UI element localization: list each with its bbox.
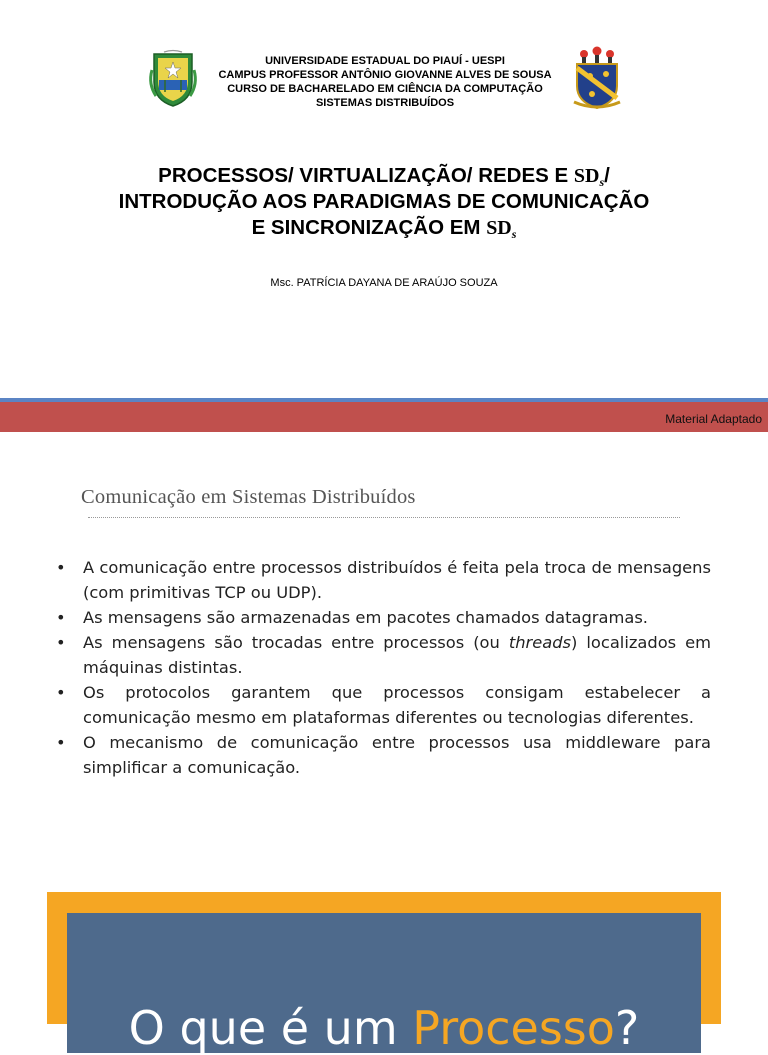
material-adapted-label: Material Adaptado xyxy=(665,412,762,426)
bullet-item: • As mensagens são trocadas entre processos (ou threads) localizados em máquinas distintas. xyxy=(56,630,711,680)
title-line-1: PROCESSOS/ VIRTUALIZAÇÃO/ REDES E $SD_s/$ xyxy=(158,164,610,189)
discipline-name: SISTEMAS DISTRIBUÍDOS xyxy=(315,97,455,109)
bullet-item: • A comunicação entre processos distribuídos é feita pela troca de mensagens (com primitivas TCP ou UDP). xyxy=(56,555,711,605)
bullet-icon: • xyxy=(56,683,66,702)
title-slide xyxy=(0,0,768,400)
institution-header xyxy=(200,54,570,110)
author-name: Msc. PATRÍCIA DAYANA DE ARAÚJO SOUZA xyxy=(270,277,498,289)
title-line-3: E SINCRONIZAÇÃO EM $SD_s$ xyxy=(251,216,517,241)
campus-name: CAMPUS PROFESSOR ANTÔNIO GIOVANNE ALVES DE SOUSA xyxy=(218,69,552,81)
section-slide xyxy=(47,892,721,1055)
bullet-icon: • xyxy=(56,608,66,627)
piaui-state-coat-of-arms-icon xyxy=(148,50,198,108)
uespi-shield-icon xyxy=(572,46,622,110)
presentation-title xyxy=(40,163,728,241)
banner-bar xyxy=(0,402,768,432)
course-name: CURSO DE BACHARELADO EM CIÊNCIA DA COMPUTAÇÃO xyxy=(227,83,543,95)
bullet-list xyxy=(56,555,711,780)
slide-title: Comunicação em Sistemas Distribuídos xyxy=(81,486,416,508)
bullet-item: • O mecanismo de comunicação entre processos usa middleware para simplificar a comunicação. xyxy=(56,730,711,780)
title-divider xyxy=(88,517,680,518)
title-line-2: INTRODUÇÃO AOS PARADIGMAS DE COMUNICAÇÃO xyxy=(118,190,650,213)
bullet-icon: • xyxy=(56,558,66,577)
bullet-icon: • xyxy=(56,733,66,752)
highlighted-word: Processo xyxy=(412,1001,615,1055)
bullet-item: • Os protocolos garantem que processos consigam estabelecer a comunicação mesmo em plataformas diferentes ou tecnologias diferentes. xyxy=(56,680,711,730)
section-slide-panel xyxy=(67,913,701,1053)
bullet-icon: • xyxy=(56,633,66,652)
university-name: UNIVERSIDADE ESTADUAL DO PIAUÍ - UESPI xyxy=(265,55,505,67)
bullet-item: • As mensagens são armazenadas em pacotes chamados datagramas. xyxy=(56,605,711,630)
section-heading: O que é um Processo? xyxy=(128,1001,640,1055)
